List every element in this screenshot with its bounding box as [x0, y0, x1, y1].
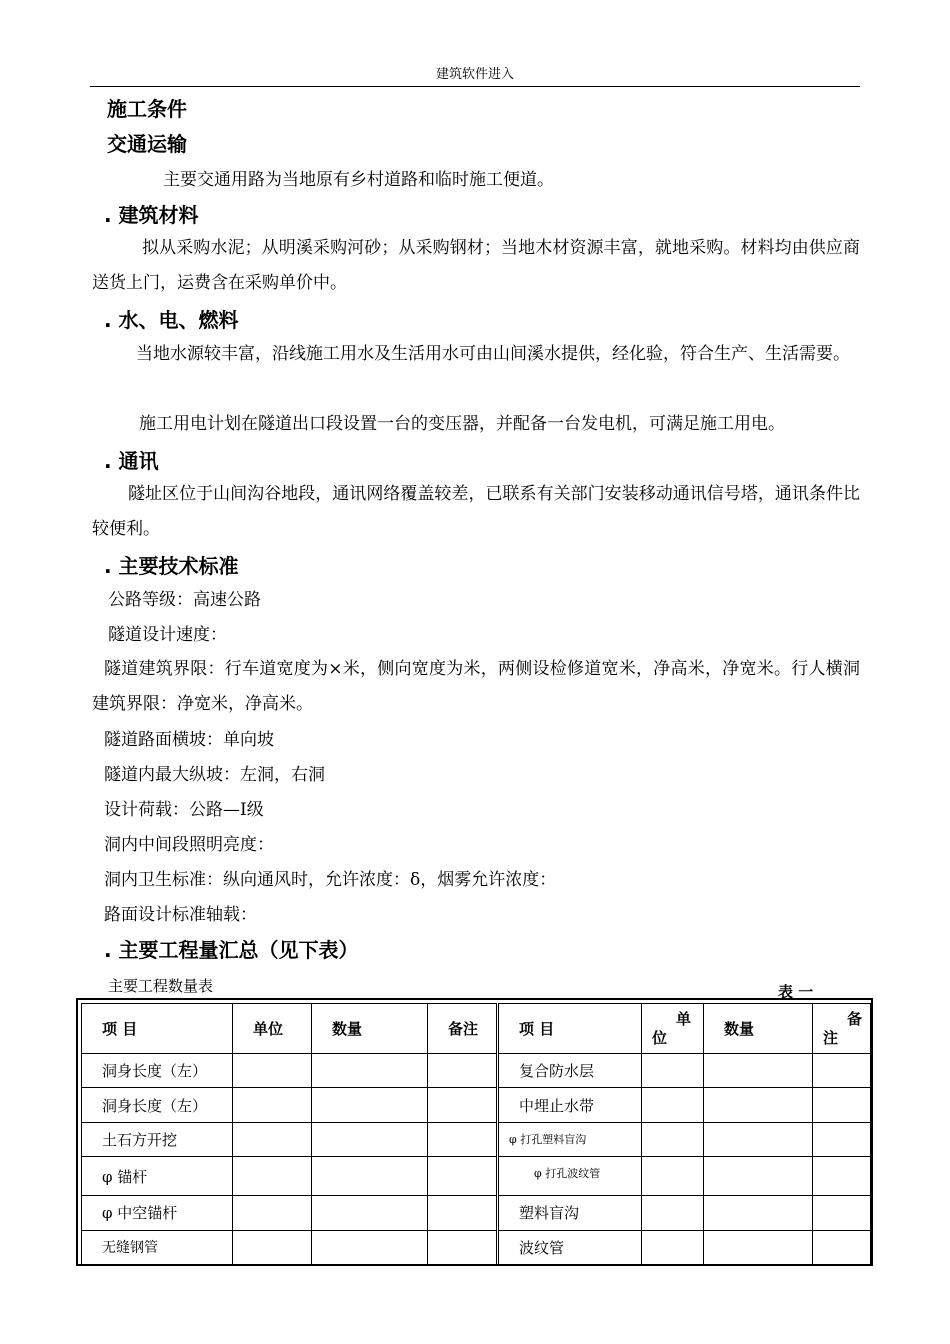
heading-technical-standards: . 主要技术标准: [104, 554, 239, 578]
row-item-left: 洞身长度（左）: [82, 1088, 233, 1122]
row-qty: [312, 1196, 428, 1230]
row-unit-2: [642, 1088, 704, 1122]
table-row: [82, 1088, 871, 1122]
std-lighting: 洞内中间段照明亮度：: [104, 835, 274, 855]
quantity-table-frame: [76, 998, 873, 1266]
header-unit: 单位: [233, 1004, 312, 1054]
std-design-speed: 隧道设计速度：: [108, 625, 227, 645]
header-qty-2: 数量: [704, 1004, 813, 1054]
heading-water-power-fuel: . 水、电、燃料: [104, 308, 239, 332]
heading-quantity-summary: . 主要工程量汇总（见下表）: [104, 938, 359, 962]
row-unit-2: [642, 1054, 704, 1088]
heading-transport: 交通运输: [107, 132, 187, 156]
row-qty-2: [704, 1230, 813, 1264]
std-axle-load: 路面设计标准轴载：: [104, 905, 257, 925]
table-header-row: [82, 1004, 871, 1054]
row-note: [428, 1088, 498, 1122]
row-unit: [233, 1088, 312, 1122]
heading-construction-conditions: 施工条件: [107, 97, 187, 121]
row-unit: [233, 1122, 312, 1156]
row-qty: [312, 1122, 428, 1156]
std-clearance: 隧道建筑界限：行车道宽度为×米，侧向宽度为米，两侧设检修道宽米，净高米，净宽米。行人横洞建筑界限：净宽米，净高米。: [92, 659, 860, 714]
row-unit-2: [642, 1122, 704, 1156]
row-item-left: 洞身长度（左）: [82, 1054, 233, 1088]
row-note-2: [813, 1196, 871, 1230]
row-note: [428, 1157, 498, 1196]
row-unit: [233, 1157, 312, 1196]
row-note-2: [813, 1157, 871, 1196]
table-row: [82, 1230, 871, 1264]
row-qty-2: [704, 1088, 813, 1122]
table-number: 表 一: [778, 983, 814, 1001]
std-max-grade: 隧道内最大纵坡：左洞，右洞: [104, 765, 325, 785]
row-note-2: [813, 1088, 871, 1122]
row-item-left: 无缝钢管: [82, 1230, 233, 1264]
quantity-table: [81, 1003, 871, 1265]
row-note: [428, 1196, 498, 1230]
row-qty: [312, 1088, 428, 1122]
std-cross-slope: 隧道路面横坡：单向坡: [104, 730, 274, 750]
header-note-2: 备 注: [813, 1004, 871, 1054]
row-qty: [312, 1157, 428, 1196]
row-unit: [233, 1230, 312, 1264]
page-header: 建筑软件进入: [90, 66, 860, 87]
row-qty-2: [704, 1157, 813, 1196]
row-note-2: [813, 1054, 871, 1088]
row-item-left: φ 锚杆: [82, 1157, 233, 1196]
row-unit: [233, 1196, 312, 1230]
row-unit-2: [642, 1196, 704, 1230]
header-qty: 数量: [312, 1004, 428, 1054]
header-item: 项 目: [82, 1004, 233, 1054]
row-note-2: [813, 1122, 871, 1156]
power-text: 施工用电计划在隧道出口段设置一台的变压器，并配备一台发电机，可满足施工用电。: [139, 414, 785, 434]
std-road-grade: 公路等级：高速公路: [108, 590, 261, 610]
water-text: 当地水源较丰富，沿线施工用水及生活用水可由山间溪水提供，经化验，符合生产、生活需要。: [136, 344, 850, 364]
table-row: [82, 1122, 871, 1156]
materials-text: 拟从采购水泥；从明溪采购河砂；从采购钢材；当地木材资源丰富，就地采购。材料均由供应商送货上门，运费含在采购单价中。: [92, 238, 860, 293]
row-item-left: φ 中空锚杆: [82, 1196, 233, 1230]
table-row: [82, 1054, 871, 1088]
transport-text: 主要交通用路为当地原有乡村道路和临时施工便道。: [163, 170, 554, 190]
row-note-2: [813, 1230, 871, 1264]
row-unit-2: [642, 1230, 704, 1264]
row-unit: [233, 1054, 312, 1088]
table-caption: 主要工程数量表: [108, 977, 214, 995]
row-note: [428, 1230, 498, 1264]
row-item-right: φ 打孔波纹管: [498, 1157, 642, 1196]
row-note: [428, 1054, 498, 1088]
row-note: [428, 1122, 498, 1156]
header-note: 备注: [428, 1004, 498, 1054]
row-item-right: 波纹管: [498, 1230, 642, 1264]
row-qty: [312, 1230, 428, 1264]
row-unit-2: [642, 1157, 704, 1196]
row-item-left: 土石方开挖: [82, 1122, 233, 1156]
row-qty-2: [704, 1054, 813, 1088]
std-hygiene: 洞内卫生标准：纵向通风时，允许浓度：δ，烟雾允许浓度：: [104, 870, 557, 890]
heading-communication: . 通讯: [104, 449, 159, 473]
row-item-right: 中埋止水带: [498, 1088, 642, 1122]
table-row: [82, 1196, 871, 1230]
communication-text: 隧址区位于山间沟谷地段，通讯网络覆盖较差，已联系有关部门安装移动通讯信号塔，通讯条件比较便利。: [92, 484, 860, 539]
row-qty: [312, 1054, 428, 1088]
heading-materials: . 建筑材料: [104, 203, 199, 227]
row-item-right: 塑料盲沟: [498, 1196, 642, 1230]
row-qty-2: [704, 1122, 813, 1156]
header-item-2: 项 目: [498, 1004, 642, 1054]
row-item-right: φ 打孔塑料盲沟: [498, 1122, 642, 1156]
row-qty-2: [704, 1196, 813, 1230]
header-unit-2: 单 位: [642, 1004, 704, 1054]
std-design-load: 设计荷载：公路—Ⅰ级: [104, 800, 264, 820]
row-item-right: 复合防水层: [498, 1054, 642, 1088]
table-row: [82, 1157, 871, 1196]
